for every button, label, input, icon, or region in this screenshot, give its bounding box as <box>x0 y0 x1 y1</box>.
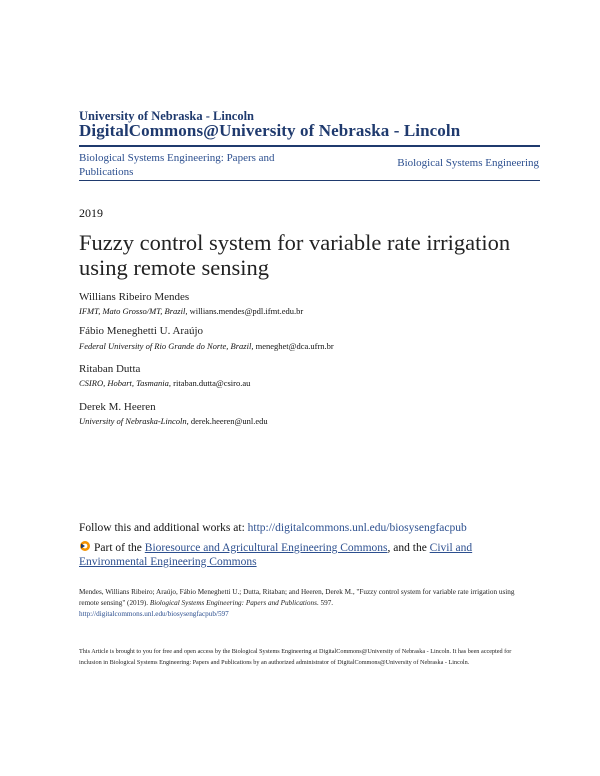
citation-block <box>79 587 534 620</box>
author-name: Ritaban Dutta <box>79 363 141 375</box>
citation-journal: Biological Systems Engineering: Papers and Publications <box>149 599 317 607</box>
author-affiliation: CSIRO, Hobart, Tasmania, ritaban.dutta@csiro.au <box>79 378 251 388</box>
author-affiliation: IFMT, Mato Grosso/MT, Brazil, willians.mendes@pdl.ifmt.edu.br <box>79 306 304 316</box>
paper-title: Fuzzy control system for variable rate irrigation using remote sensing <box>79 230 511 280</box>
part-of-middle: , and the <box>387 542 430 554</box>
header-divider-bottom <box>79 180 540 181</box>
affiliation-text: University of Nebraska-Lincoln <box>79 416 187 426</box>
commons-link-civil[interactable]: Civil and Environmental Engineering Commons <box>79 542 473 568</box>
follow-url-link[interactable]: http://digitalcommons.unl.edu/biosysengfacpub <box>247 522 467 534</box>
follow-line <box>79 522 467 534</box>
publication-year: 2019 <box>79 206 103 220</box>
part-of-line <box>79 540 479 569</box>
affiliation-text: CSIRO, Hobart, Tasmania <box>79 378 169 388</box>
citation-number: . 597. <box>316 599 334 607</box>
institution-name: University of Nebraska - Lincoln <box>79 109 254 123</box>
author-email: willians.mendes@pdl.ifmt.edu.br <box>189 306 304 316</box>
author-name: Derek M. Heeren <box>79 401 156 413</box>
part-of-prefix: Part of the <box>94 542 145 554</box>
citation-url-link[interactable]: http://digitalcommons.unl.edu/biosysengfacpub/597 <box>79 610 229 618</box>
commons-link-bioresource[interactable]: Bioresource and Agricultural Engineering Commons <box>144 542 388 554</box>
affiliation-text: Federal University of Rio Grande do Norte, Brazil <box>79 341 252 351</box>
series-link[interactable]: Biological Systems Engineering: Papers and Publications <box>79 152 275 178</box>
follow-text: Follow this and additional works at: <box>79 522 248 534</box>
author-email: ritaban.dutta@csiro.au <box>173 378 251 388</box>
open-access-icon <box>79 540 91 552</box>
author-email: meneghet@dca.ufrn.br <box>255 341 334 351</box>
affiliation-text: IFMT, Mato Grosso/MT, Brazil <box>79 306 186 316</box>
department-link[interactable]: Biological Systems Engineering <box>397 157 539 169</box>
access-notice: This Article is brought to you for free and open access by the Biological Systems Engineering at DigitalCommons@University of Nebraska - Lincoln. It has been accepted for inclusion in Biological Systems Engineering: Papers and Publications by an authorized administrator of DigitalCommons@University of Nebraska - Lincoln. <box>79 648 512 666</box>
author-email: derek.heeren@unl.edu <box>190 416 268 426</box>
header-divider-top <box>79 145 540 147</box>
author-affiliation: University of Nebraska-Lincoln, derek.heeren@unl.edu <box>79 416 268 426</box>
author-name: Willians Ribeiro Mendes <box>79 291 190 303</box>
repository-name[interactable]: DigitalCommons@University of Nebraska - Lincoln <box>79 121 461 140</box>
author-affiliation: Federal University of Rio Grande do Norte, Brazil, meneghet@dca.ufrn.br <box>79 341 334 351</box>
author-name: Fábio Meneghetti U. Araújo <box>79 325 204 337</box>
citation-text: Mendes, Willians Ribeiro; Araújo, Fábio Meneghetti U.; Dutta, Ritaban; and Heeren, Derek M., "Fuzzy control system for variable rate irrigation using remote sensing" (2019). <box>79 588 515 607</box>
